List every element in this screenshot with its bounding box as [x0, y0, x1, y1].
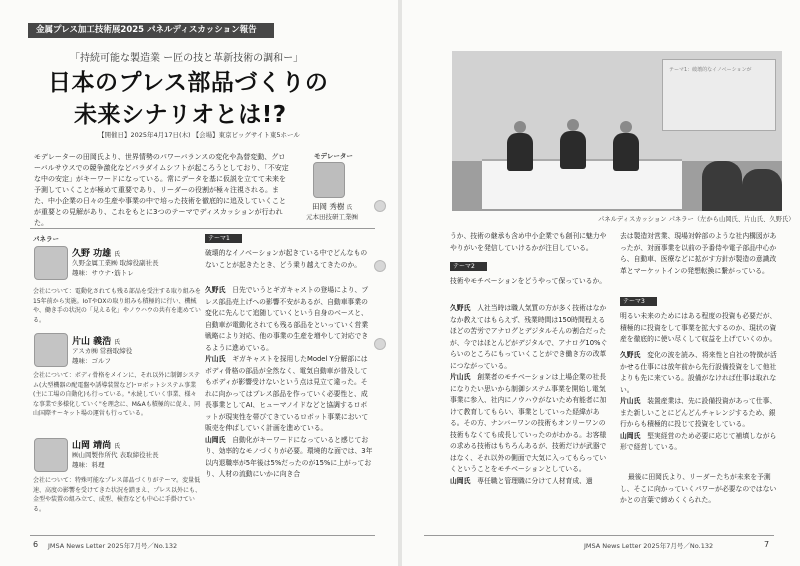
- panelist-hobby: 趣味：サウナ･筋トレ: [72, 269, 134, 277]
- headline-line-1: 日本のプレス部品づくりの: [48, 70, 329, 96]
- event-info: 【開催日】2025年4月17日(木) 【会場】東京ビッグサイト東5ホール: [98, 131, 300, 139]
- panelist-figure: [507, 133, 533, 171]
- panelist-name-text: 久野 功雄: [72, 249, 112, 259]
- theme-2-tag: テーマ2: [450, 262, 487, 271]
- paragraph: [450, 303, 610, 372]
- panel-photo: [452, 51, 782, 211]
- panelist-figure: [560, 131, 586, 169]
- intro-paragraph: モデレーターの田岡氏より、世界情勢のパワーバランスの変化や為替変動、グローバルサウスでの競争激化などパラダイムシフトが起ころうとしており、「不安定な中の安定」がキーワードになっている。常にデータを基に仮説を立てて未来を予測していくことが極めて重要であり、リーダーの役割が極々注視される。また、中小企業の日々の生産や事業の中で培った技術を徹底的に追及していくことが重要との見解があり、これをもとに3つのテーマでディスカッションが行われた。: [34, 153, 289, 227]
- screen-text: テーマ1：破壊的なイノベーションが: [669, 67, 752, 73]
- section-banner: 金属プレス加工技術展2025 パネルディスカッション報告: [28, 23, 274, 38]
- paragraph-text: 変化の波を読み、将来性と自社の特徴が活かせる仕事には放年前から先行設備投資をして他社よりも先に来ている。設備がなければ仕事は取れない。: [620, 351, 777, 394]
- panelist-name-suffix: 氏: [114, 339, 121, 346]
- page-number: 6: [33, 540, 39, 549]
- paragraph-text: 装置産業は、先に設備投資があって仕事、また新しいことにどんどんチャレンジするため、銀行からも積極的に投じて投資をしている。: [620, 397, 777, 428]
- panelist-company: アスカ㈱ 常務取締役: [72, 347, 133, 355]
- binding-hole: [374, 200, 386, 212]
- theme-1-discussion: [205, 285, 373, 481]
- panelist-photo: [34, 333, 68, 367]
- speaker-name: 久野氏: [450, 304, 471, 312]
- speaker-name: 山岡氏: [205, 435, 226, 444]
- theme-1-question: 破壊的なイノベーションが起きている中でどんなものないことが起きたとき、どう乗り越えてきたのか。: [205, 249, 368, 269]
- paragraph: [620, 350, 780, 396]
- panelist-name-text: 山岡 靖尚: [72, 441, 112, 451]
- moderator-name-suffix: 氏: [346, 205, 353, 211]
- panelist-head: [567, 119, 579, 131]
- paragraph-text: 自動化がキーワードになっていると感じており、効率的なモノづくりが必要。環境的な面では、3年以内退職率が5年後は5%だったのが15%に上がっており、人材の流動にいかに向き合: [205, 435, 373, 478]
- moderator-name-text: 田岡 秀樹: [312, 202, 345, 211]
- paragraph: [450, 476, 610, 488]
- panelist-head: [620, 121, 632, 133]
- theme-2-discussion: [450, 303, 610, 487]
- column-1-intro: うか、技術の継承も含め中小企業でも創刊に魅力ややりがいを発信していけるかが注目している。: [450, 232, 607, 252]
- speaker-name: 片山氏: [205, 355, 226, 363]
- paragraph-text: 創業者のモチベーションは上場企業の社長になりたい思いから制御システム事業を開始し電気事業に参入、社内にノウハウがないため有能者に加けて教育してもらい、事業としていった経緯がある。その方、ナンバーワンの技術もオンリーワンの技術もなくても成長していったのがわかる。お客様の求める技術はもちろんあるが、技術だけが武器ではなく、それ以外の側面で大気に入ってもらっていくということをモチベーションとしている。: [450, 373, 607, 473]
- paragraph-text: 堅実経営のため必要に応じて補填しながら形で経営している。: [620, 431, 777, 451]
- panelist-name-suffix: 氏: [114, 443, 121, 450]
- speaker-name: 久野氏: [205, 286, 226, 294]
- speaker-name: 山岡氏: [620, 431, 641, 440]
- moderator-name: [312, 201, 352, 212]
- paragraph: [450, 372, 610, 476]
- theme-2-question: 技術やモチベーションをどうやって保っているか。: [450, 277, 607, 285]
- moderator-label: モデレーター: [314, 152, 353, 160]
- presentation-screen: [662, 59, 776, 131]
- speaker-name: 片山氏: [450, 373, 471, 381]
- panelist-company: ㈱山岡製作所代 表取締役社長: [72, 451, 159, 459]
- panelist-company: 久野金属工業㈱ 取締役副社長: [72, 259, 159, 267]
- panelist-photo: [34, 438, 68, 472]
- paragraph: [620, 431, 780, 454]
- paragraph-text: 専任職と管理職に分けて人材育成、過: [477, 476, 593, 485]
- paragraph-text: 人社当時は職人気質の方が多く技術はなかなか教えてはもらえず、残業時間は150時間程えるほどの苦労でアナログとデジタルそんの割合だったが、今ではほとんどがデジタルで、アナログ10%ぐらいのところにもっていくことができ働き方の改革につながっている。: [450, 304, 608, 370]
- footer-rule: [424, 535, 774, 536]
- audience-figure: [742, 169, 782, 211]
- speaker-name: 山岡氏: [450, 476, 471, 485]
- theme-3-discussion: [620, 350, 780, 454]
- panelist-photo: [34, 246, 68, 280]
- binding-hole: [374, 260, 386, 272]
- closing-paragraph: 最後に田岡氏より、リーダーたちが未来を予測し、そこに向かっていくパワーが必要なのではないかとの言葉で締めくくられた。: [620, 473, 777, 504]
- panelist-name-suffix: 氏: [114, 251, 121, 258]
- binding-hole: [374, 338, 386, 350]
- panelist-head: [514, 121, 526, 133]
- panelist-company-description: 会社について：特殊可能なプレス部品づくりがテーマ。変量低速、高度の影響を受けてきた状況を踏まえ、プレス以外にも、金型や装置の組み立て、成型、検査なども中心に手掛けている。: [33, 477, 201, 513]
- theme-3-tag: テーマ3: [620, 297, 657, 306]
- theme-3-question: 明るい未来のためにはある程度の投資も必要だが、積極的に投資をして事業を拡大するのか、現状の資産を徹底的に使い尽くして収益を上げていくのか。: [620, 312, 777, 343]
- paragraph-text: ギガキャストを採用したModel Y分解部にはボディ骨格の部品が全然なく、電気自動車が普及してもボディが影響受けないという点は見立て違った。それに向かってはプレス部品を作っていく必要性と、成長事業としてAI、ヒューマノイドなどと協調するロボットが現実性を帯びてきているロボット事業において販売を伸ばしていく計画を進めている。: [205, 355, 369, 432]
- panelist-name-text: 片山 義浩: [72, 337, 112, 347]
- paragraph: [205, 285, 373, 354]
- moderator-org: 元本田技研工業㈱: [306, 213, 358, 221]
- moderator-photo: [313, 162, 345, 198]
- panelist-hobby: 趣味：ゴルフ: [72, 357, 111, 365]
- footer-rule: [30, 535, 375, 536]
- right-page: [402, 0, 800, 566]
- left-page: [0, 0, 398, 566]
- divider: [30, 228, 375, 229]
- panelist-label: パネラー: [33, 235, 59, 243]
- paragraph: [620, 396, 780, 431]
- footer-text: JMSA News Letter 2025年7月号／No.132: [584, 542, 714, 550]
- photo-caption: パネルディスカッション パネラー（左から山岡氏、片山氏、久野氏）: [598, 216, 795, 223]
- footer-text: JMSA News Letter 2025年7月号／No.132: [48, 542, 178, 550]
- panelist-figure: [613, 133, 639, 171]
- headline-line-2: 未来シナリオとは!?: [74, 102, 287, 128]
- speaker-name: 久野氏: [620, 351, 641, 359]
- paragraph: [205, 354, 373, 435]
- panelist-company-description: 会社について：ボディ骨格をメインに、それ以外に制御システム(大型機器の配電盤や誘導装置など)･ロボットシステム事業(主に工場の自動化)も行っている。"永続していく事業、様々な事業で多様化していく"を理念に、M&Aも積極的に促え、同山国際サーキット場の運営も行っている。: [33, 372, 201, 418]
- speaker-name: 片山氏: [620, 397, 641, 405]
- column-2-intro: 去は製造対営業、現場対幹部のような社内構図があったが、対面事業を以前の予番侍や電子部品中心から、自動車、医療などに拡がす方針が製造の意識改革とマーケットインの発想転換に繋がっている。: [620, 232, 777, 275]
- article-kicker: 「持続可能な製造業 ー匠の技と革新技術の調和ー」: [70, 53, 304, 64]
- theme-1-tag: テーマ1: [205, 234, 242, 243]
- audience-figure: [702, 161, 742, 211]
- paragraph-text: 日先でいうとギガキャストの登場により、プレス部品売上げへの影響不安があるが、自動車事業の変化に先んじて追随していくという自身のベースと、自動車が電動化されても残る部品をといっていく営業戦略により対応、他の事業の生産を増やして対応できるように進めている。: [205, 286, 369, 352]
- panelist-company-description: 会社について：電動化されても残る部品を受注する取り組みを15年前から実施。IoTやDXの取り組みも積極的に行い、機械や、働き手の状況の「見える化」やノウハウの共有を進めている。: [33, 288, 201, 324]
- paragraph: [205, 435, 373, 481]
- panelist-hobby: 趣味：料理: [72, 461, 105, 469]
- page-number: 7: [764, 540, 770, 549]
